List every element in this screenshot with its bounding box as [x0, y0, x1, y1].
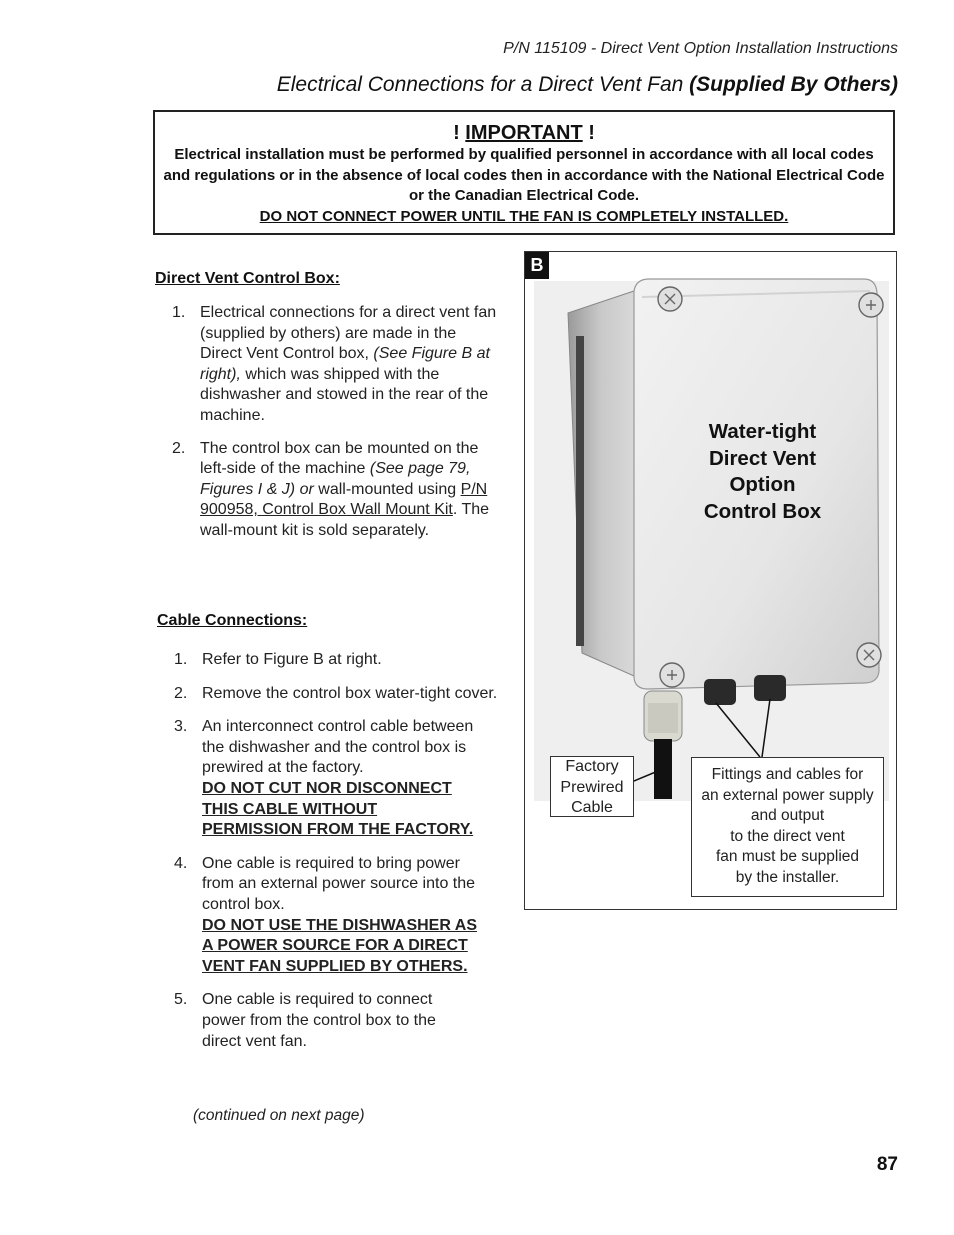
callout-line: by the installer. — [735, 868, 840, 886]
cable-connections-list — [174, 650, 510, 1052]
list-item — [174, 854, 510, 978]
important-title-text: IMPORTANT — [465, 122, 583, 144]
page-number: 87 — [876, 1154, 898, 1175]
important-text: Electrical installation must be performed by qualified personnel in accordance with all local codes and regulations or in the absence of local codes then in accordance with the National Electrical Code or the Canadian Electrical Code. — [163, 146, 885, 204]
control-box-heading: Direct Vent Control Box: — [155, 270, 340, 287]
section-title-bold: (Supplied By Others) — [689, 73, 898, 96]
box-label-line: Water-tight — [708, 420, 817, 443]
box-label-line: Option — [729, 473, 796, 496]
item-warning: DO NOT USE THE DISHWASHER AS A POWER SOURCE FOR A DIRECT VENT FAN SUPPLIED BY OTHERS. — [202, 916, 477, 975]
important-notice — [153, 110, 895, 235]
item-text: Remove the control box water-tight cover. — [202, 684, 498, 702]
item-number: 1. — [172, 304, 186, 321]
figure-letter: B — [525, 252, 549, 279]
callout-line: fan must be supplied — [715, 848, 860, 865]
item-number: 2. — [174, 684, 188, 702]
item-number: 3. — [174, 718, 188, 736]
item-text: The control box can be mounted on the left-side of the machine — [200, 439, 479, 478]
cable-connections-heading: Cable Connections: — [157, 612, 308, 629]
item-number: 5. — [174, 991, 188, 1009]
section-title — [277, 73, 898, 97]
list-item — [172, 439, 502, 542]
list-item — [174, 684, 510, 705]
item-number: 1. — [174, 651, 188, 668]
callout-line: Cable — [571, 799, 613, 816]
list-item — [174, 990, 510, 1052]
important-title — [155, 121, 893, 145]
item-italic: (See Figure B at right), — [200, 345, 490, 383]
item-text: One cable is required to connect power from the control box to the direct vent fan. — [202, 991, 436, 1050]
factory-cable-callout — [550, 756, 634, 817]
callout-line: an external power supply — [701, 786, 874, 804]
box-label-line: Control Box — [703, 499, 822, 523]
installer-fittings-callout — [691, 757, 884, 897]
item-text: wall-mounted using — [313, 480, 461, 498]
callout-line: and output — [750, 807, 825, 824]
box-label — [650, 419, 875, 525]
list-item — [172, 303, 502, 427]
important-suffix: ! — [582, 122, 595, 144]
item-text: Refer to Figure B at right. — [202, 651, 382, 668]
control-box-list — [172, 303, 502, 542]
item-number: 2. — [172, 439, 186, 457]
callout-line: Fittings and cables for — [711, 766, 864, 783]
list-item — [174, 650, 510, 671]
item-number: 4. — [174, 854, 188, 872]
important-warning: DO NOT CONNECT POWER UNTIL THE FAN IS COMPLETELY INSTALLED. — [259, 207, 789, 225]
callout-line: Factory — [565, 758, 619, 775]
item-text: One cable is required to bring power from an external power source into the control box. — [202, 854, 476, 913]
item-warning: DO NOT CUT NOR DISCONNECT THIS CABLE WITHOUT PERMISSION FROM THE FACTORY. — [202, 779, 474, 839]
list-item — [174, 717, 510, 841]
callout-line: to the direct vent — [730, 827, 845, 845]
section-title-plain: Electrical Connections for a Direct Vent Fan — [276, 73, 690, 96]
item-text: . The wall-mount kit is sold separately. — [200, 501, 490, 539]
item-text: which was shipped with the dishwasher and stowed in the rear of the machine. — [200, 365, 489, 424]
continued-note: (continued on next page) — [193, 1107, 365, 1124]
important-prefix: ! — [453, 122, 466, 144]
item-text: Electrical connections for a direct vent fan (supplied by others) are made in the Direct Vent Control box, — [200, 304, 497, 363]
box-label-line: Direct Vent — [708, 446, 817, 470]
document-title: P/N 115109 - Direct Vent Option Installation Instructions — [503, 40, 898, 57]
item-text: An interconnect control cable between the dishwasher and the control box is prewired at the factory. — [202, 718, 474, 777]
wall-mount-kit-ref: P/N 900958, Control Box Wall Mount Kit — [200, 480, 488, 519]
callout-line: Prewired — [560, 778, 624, 796]
item-italic: (See page 79, Figures I & J) or — [200, 460, 471, 498]
